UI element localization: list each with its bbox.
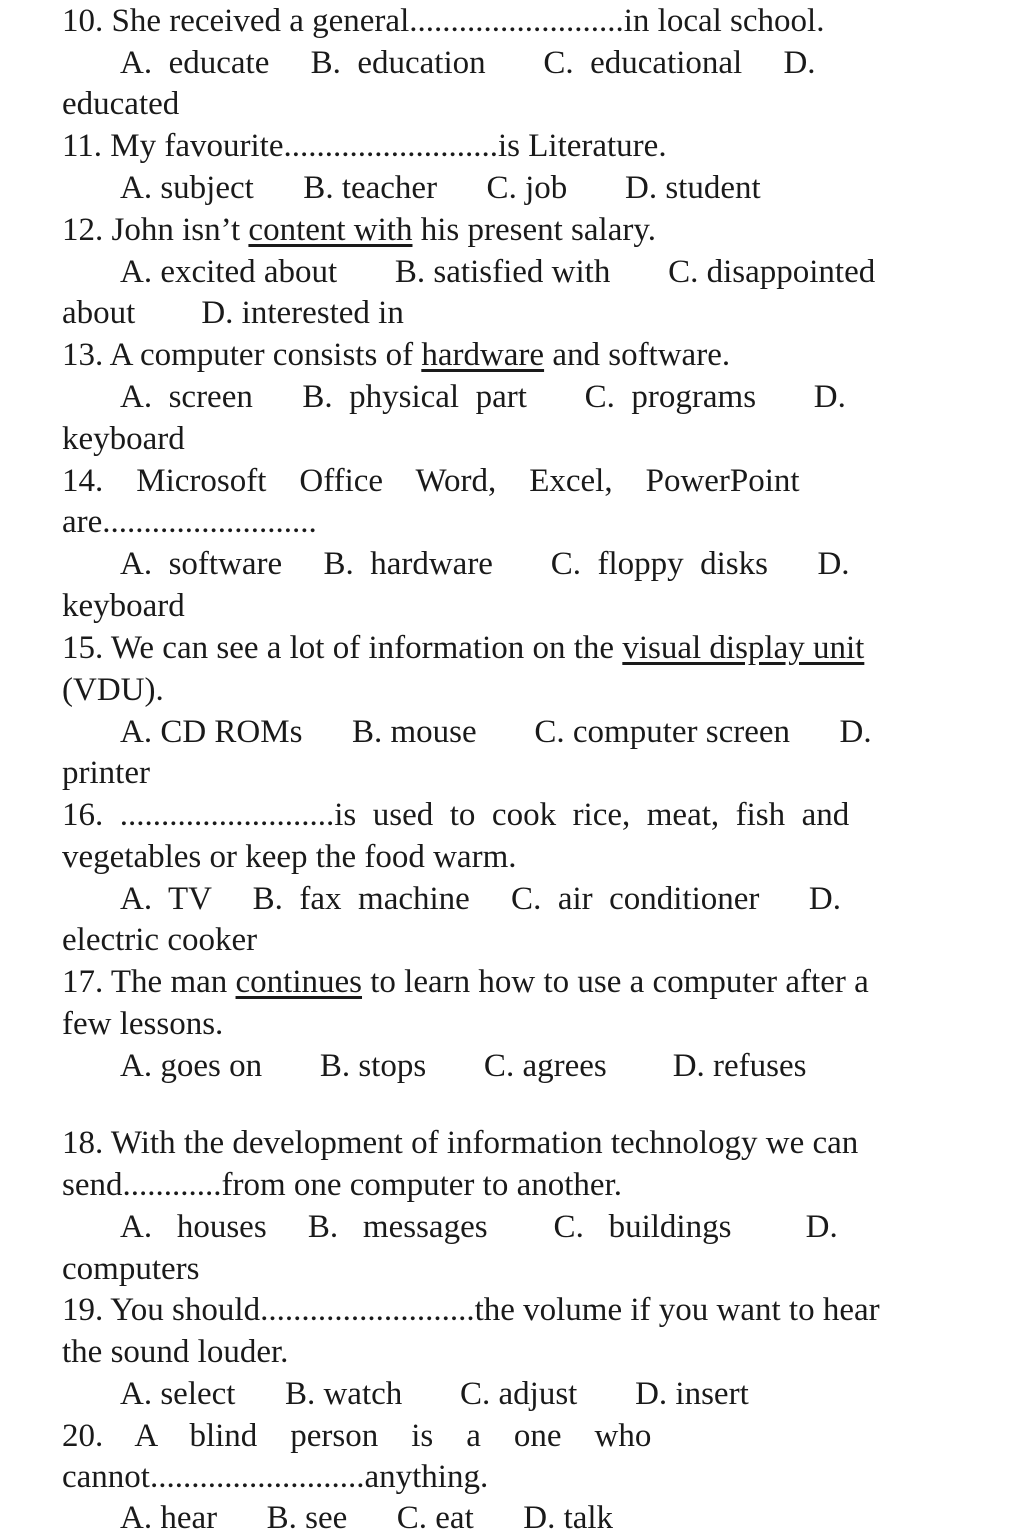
question-14-stem: 14. Microsoft Office Word, Excel, PowerPoint [62,463,800,499]
question-13-stem-start: 13. A computer consists of [62,337,422,373]
question-17-underlined-word: continues [235,964,363,1000]
question-10-options-wrap: educated [62,86,180,122]
question-14-options: A. software B. hardware C. floppy disks D. [120,546,850,582]
question-19-stem-wrap: the sound louder. [62,1334,289,1370]
question-17-stem-start: 17. The man [62,964,236,1000]
question-10-stem: 10. She received a general..........................in local school. [62,3,825,39]
question-18-stem: 18. With the development of information technology we can [62,1125,859,1161]
question-13-stem [62,334,960,376]
question-16-options: A. TV B. fax machine C. air conditioner D. [120,881,841,917]
question-20-stem-wrap: cannot..........................anything. [62,1459,489,1495]
question-15-options-wrap: printer [62,755,150,791]
question-16-options-wrap: electric cooker [62,922,258,958]
question-15-stem-start: 15. We can see a lot of information on the [62,630,623,666]
question-19-options: A. select B. watch C. adjust D. insert [120,1376,749,1412]
question-16-stem: 16. ..........................is used to cook rice, meat, fish and [62,797,850,833]
question-12-stem-start: 12. John isn’t [62,212,249,248]
question-18-options-wrap: computers [62,1251,200,1287]
question-17-options: A. goes on B. stops C. agrees D. refuses [120,1048,807,1084]
question-17-stem-end: to learn how to use a computer after a [362,964,869,1000]
question-18-options: A. houses B. messages C. buildings D. [120,1209,838,1245]
question-14-options-wrap: keyboard [62,588,185,624]
question-10-options: A. educate B. education C. educational D. [120,45,816,81]
question-16-stem-wrap: vegetables or keep the food warm. [62,839,517,875]
question-11-stem: 11. My favourite..........................is Literature. [62,128,667,164]
question-17-stem [62,961,960,1003]
question-11-options: A. subject B. teacher C. job D. student [120,170,761,206]
question-15-stem [62,627,960,669]
question-19-stem: 19. You should..........................the volume if you want to hear [62,1292,880,1328]
question-18-stem-wrap: send............from one computer to another. [62,1167,622,1203]
question-20-options: A. hear B. see C. eat D. talk [120,1500,614,1536]
question-13-stem-end: and software. [544,337,731,373]
question-14-stem-wrap: are.......................... [62,504,317,540]
question-15-underlined-phrase: visual display unit [622,630,865,666]
question-13-options: A. screen B. physical part C. programs D. [120,379,846,415]
question-15-options: A. CD ROMs B. mouse C. computer screen D. [120,714,872,750]
question-20-stem: 20. A blind person is a one who [62,1418,652,1454]
question-12-stem [62,209,960,251]
question-12-stem-end: his present salary. [412,212,656,248]
question-12-options: A. excited about B. satisfied with C. disappointed [120,254,876,290]
question-12-underlined-phrase: content with [248,212,413,248]
question-13-options-wrap: keyboard [62,421,185,457]
question-13-underlined-word: hardware [421,337,545,373]
question-17-stem-wrap: few lessons. [62,1006,224,1042]
question-15-stem-wrap: (VDU). [62,672,164,708]
question-12-options-wrap: about D. interested in [62,295,404,331]
